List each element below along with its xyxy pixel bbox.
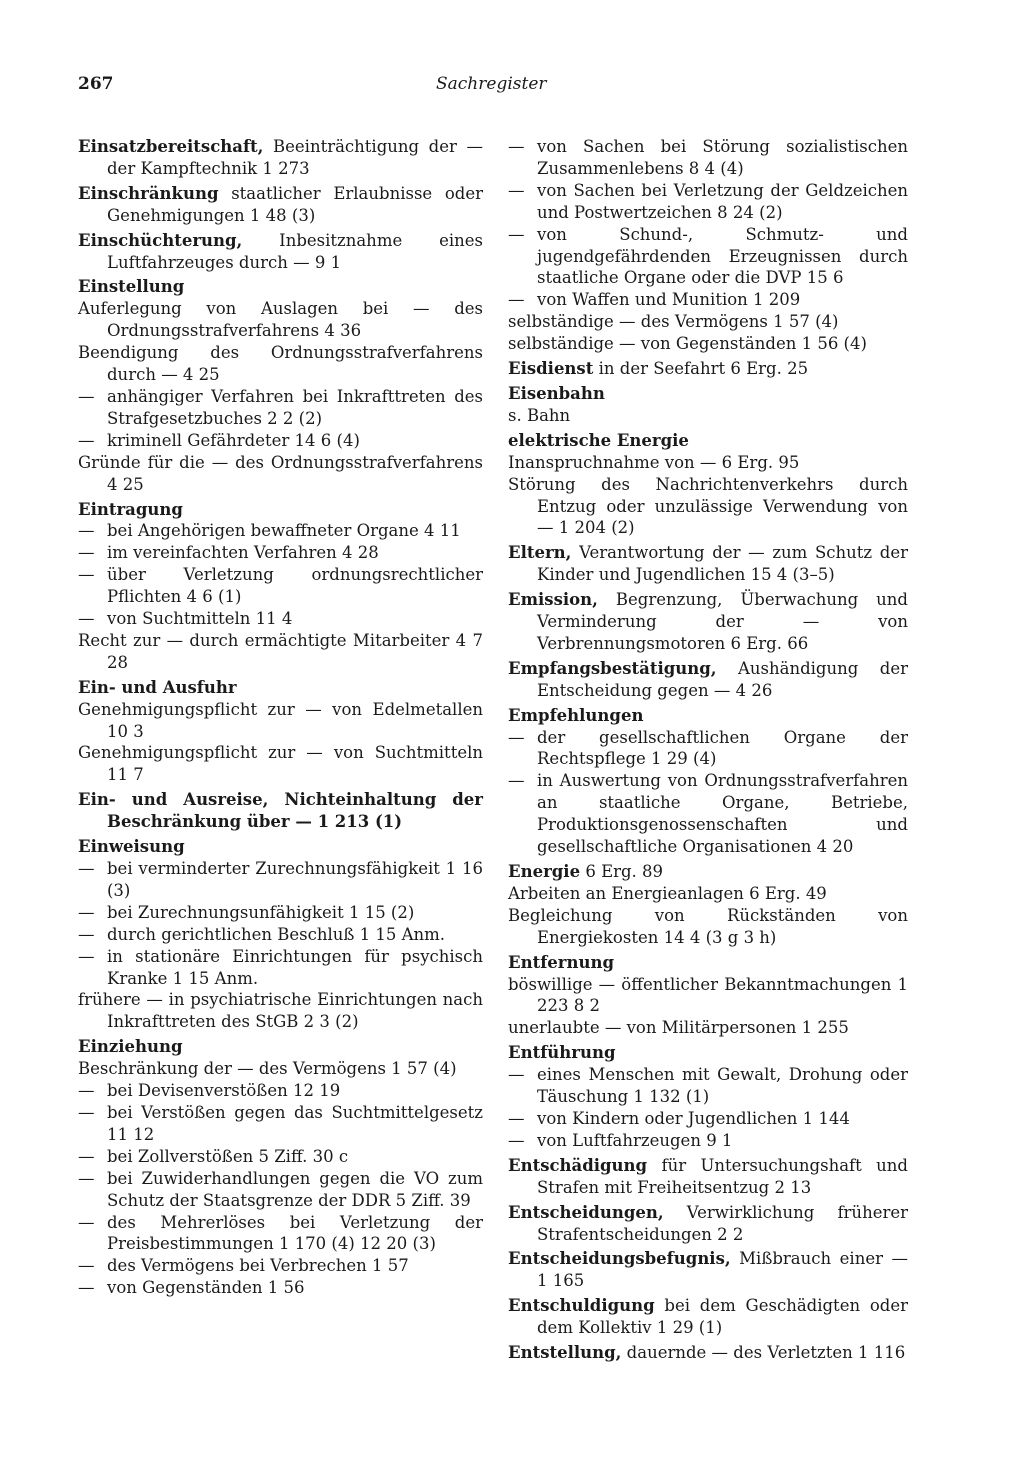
index-entry-head [508, 383, 908, 405]
entry-text: Beendigung des Ordnungsstrafverfahrens durch — 4 25 [78, 343, 483, 385]
entry-text: bei Verstößen gegen das Suchtmittelgesetz 11 12 [107, 1102, 483, 1144]
index-subentry [78, 386, 483, 430]
dash-marker: — [508, 771, 525, 791]
entry-text: Begleichung von Rückständen von Energiekosten 14 4 (3 g 3 h) [508, 905, 908, 947]
index-subentry [78, 699, 483, 743]
entry-text: bei Zollverstößen 5 Ziff. 30 c [107, 1146, 349, 1166]
index-subentry [78, 742, 483, 786]
dash-marker: — [78, 1102, 95, 1122]
index-subentry [78, 520, 483, 542]
dash-marker: — [508, 137, 525, 156]
index-subentry [508, 883, 908, 905]
index-subentry [78, 1277, 483, 1299]
entry-text: Störung des Nachrichtenverkehrs durch Entzug oder unzulässige Verwendung von — 1 204 (2) [508, 474, 908, 538]
index-subentry [78, 1058, 483, 1080]
index-subentry [508, 311, 908, 333]
index-subentry [78, 946, 483, 990]
entry-text: von Kindern oder Jugendlichen 1 144 [537, 1108, 850, 1128]
entry-text: Begrenzung, Überwachung und Verminderung der — von Verbrennungsmotoren 6 Erg. 66 [537, 590, 908, 653]
dash-marker: — [78, 609, 95, 629]
entry-text: anhängiger Verfahren bei Inkrafttreten des Strafgesetzbuches 2 2 (2) [107, 386, 483, 428]
entry-term: Entschädigung [508, 1155, 648, 1175]
page-number: 267 [78, 74, 114, 94]
index-entry-head [508, 952, 908, 974]
index-entry-head [78, 836, 483, 858]
dash-marker: — [508, 290, 525, 310]
entry-term: Empfehlungen [508, 705, 644, 725]
entry-text: von Sachen bei Störung sozialistischen Zusammenlebens 8 4 (4) [537, 137, 908, 178]
index-subentry [508, 1017, 908, 1039]
entry-term: Einstellung [78, 277, 185, 297]
entry-text: in der Seefahrt 6 Erg. 25 [593, 359, 809, 379]
index-subentry [78, 564, 483, 608]
dash-marker: — [78, 543, 95, 563]
dash-marker: — [508, 1108, 525, 1128]
index-subentry [508, 136, 908, 180]
entry-text: bei dem Geschädigten oder dem Kollektiv 1 29 (1) [537, 1296, 908, 1338]
index-entry-head [78, 499, 483, 521]
entry-term: Entfernung [508, 952, 615, 972]
entry-term: Entstellung, [508, 1343, 622, 1363]
dash-marker: — [508, 727, 525, 747]
dash-marker: — [78, 924, 95, 944]
entry-text: kriminell Gefährdeter 14 6 (4) [107, 430, 360, 450]
entry-text: Genehmigungspflicht zur — von Suchtmitteln 11 7 [78, 743, 483, 785]
entry-term: Empfangsbestätigung, [508, 658, 717, 678]
entry-text: von Sachen bei Verletzung der Geldzeichen und Postwertzeichen 8 24 (2) [537, 180, 908, 222]
index-entry-head [508, 1248, 908, 1292]
index-subentry [508, 452, 908, 474]
index-subentry [508, 289, 908, 311]
running-title: Sachregister [436, 74, 547, 94]
entry-text: Auferlegung von Auslagen bei — des Ordnungsstrafverfahrens 4 36 [78, 299, 483, 341]
index-subentry [508, 474, 908, 540]
entry-term: Energie [508, 862, 581, 881]
dash-marker: — [78, 1168, 95, 1188]
index-subentry [78, 1146, 483, 1168]
entry-text: s. Bahn [508, 405, 571, 425]
entry-term: Emission, [508, 590, 598, 610]
entry-text: des Mehrerlöses bei Verletzung der Preisbestimmungen 1 170 (4) 12 20 (3) [107, 1212, 483, 1254]
index-subentry [78, 1255, 483, 1277]
dash-marker: — [78, 1081, 95, 1101]
index-entry-head [508, 861, 908, 883]
index-subentry [78, 298, 483, 342]
entry-text: über Verletzung ordnungsrechtlicher Pflichten 4 6 (1) [107, 565, 483, 607]
entry-text: selbständige — von Gegenständen 1 56 (4) [508, 334, 867, 354]
index-entry-head [508, 658, 908, 702]
entry-term: Eisdienst [508, 359, 594, 379]
index-entry-head [508, 1202, 908, 1246]
entry-text: bei Devisenverstößen 12 19 [107, 1081, 341, 1101]
index-entry-head [508, 542, 908, 586]
index-subentry [508, 1064, 908, 1108]
entry-text: von Luftfahrzeugen 9 1 [537, 1130, 733, 1150]
index-entry-head [78, 183, 483, 227]
index-subentry [78, 924, 483, 946]
index-subentry [508, 333, 908, 355]
entry-text: dauernde — des Verletzten 1 116 [621, 1343, 906, 1363]
index-entry-head [508, 1342, 908, 1364]
index-subentry [78, 902, 483, 924]
entry-text: bei Angehörigen bewaffneter Organe 4 11 [107, 521, 461, 541]
page-header [78, 74, 898, 100]
index-entry-head [78, 789, 483, 833]
index-column-left [78, 136, 483, 1299]
entry-text: eines Menschen mit Gewalt, Drohung oder Täuschung 1 132 (1) [537, 1065, 908, 1107]
entry-text: für Untersuchungshaft und Strafen mit Freiheitsentzug 2 13 [537, 1155, 908, 1197]
entry-text: Inbesitznahme eines Luftfahrzeuges durch — 9 1 [107, 230, 483, 272]
dash-marker: — [508, 1130, 525, 1150]
index-subentry [508, 905, 908, 949]
index-entry-head [78, 1036, 483, 1058]
entry-text: Arbeiten an Energieanlagen 6 Erg. 49 [508, 883, 827, 903]
entry-text: selbständige — des Vermögens 1 57 (4) [508, 312, 839, 332]
dash-marker: — [78, 902, 95, 922]
entry-text: Recht zur — durch ermächtigte Mitarbeiter 4 7 28 [78, 630, 483, 672]
index-entry-head [78, 276, 483, 298]
index-subentry [508, 224, 908, 290]
index-entry-head [508, 1155, 908, 1199]
entry-text: Mißbrauch einer — 1 165 [537, 1249, 908, 1291]
entry-term: Einschränkung [78, 183, 219, 203]
index-entry-head [78, 136, 483, 180]
dash-marker: — [78, 565, 95, 585]
index-column-right [508, 136, 908, 1364]
dash-marker: — [78, 859, 95, 878]
entry-term: Eltern, [508, 543, 572, 563]
dash-marker: — [508, 180, 525, 200]
entry-term: Ein- und Ausreise, Nichteinhaltung der Beschränkung über — 1 213 (1) [78, 790, 483, 832]
index-subentry [508, 1108, 908, 1130]
entry-text: im vereinfachten Verfahren 4 28 [107, 543, 379, 563]
index-entry-head [508, 1042, 908, 1064]
index-subentry [508, 974, 908, 1018]
dash-marker: — [78, 521, 95, 541]
index-subentry [78, 1080, 483, 1102]
entry-text: Aushändigung der Entscheidung gegen — 4 26 [537, 658, 908, 700]
index-entry-head [78, 677, 483, 699]
index-entry-head [508, 1295, 908, 1339]
entry-text: staatlicher Erlaubnisse oder Genehmigungen 1 48 (3) [107, 183, 483, 225]
index-subentry [508, 405, 908, 427]
entry-term: Eisenbahn [508, 383, 605, 403]
dash-marker: — [78, 946, 95, 966]
entry-text: in stationäre Einrichtungen für psychisch Kranke 1 15 Anm. [107, 946, 483, 988]
index-subentry [78, 1168, 483, 1212]
index-subentry [508, 1130, 908, 1152]
index-subentry [78, 858, 483, 902]
dash-marker: — [78, 1278, 95, 1298]
entry-text: Beschränkung der — des Vermögens 1 57 (4) [78, 1059, 457, 1079]
dash-marker: — [508, 224, 525, 244]
index-entry-head [508, 358, 908, 380]
entry-term: Entschuldigung [508, 1296, 655, 1316]
dash-marker: — [508, 1065, 525, 1085]
dash-marker: — [78, 1212, 95, 1232]
entry-text: des Vermögens bei Verbrechen 1 57 [107, 1256, 409, 1276]
index-subentry [78, 630, 483, 674]
entry-term: Einweisung [78, 837, 185, 857]
entry-text: Gründe für die — des Ordnungsstrafverfahrens 4 25 [78, 452, 483, 494]
entry-text: bei Zurechnungsunfähigkeit 1 15 (2) [107, 902, 415, 922]
index-subentry [508, 180, 908, 224]
index-subentry [78, 1212, 483, 1256]
entry-term: Einziehung [78, 1037, 183, 1057]
index-subentry [78, 430, 483, 452]
index-subentry [78, 989, 483, 1033]
entry-text: Inanspruchnahme von — 6 Erg. 95 [508, 452, 800, 472]
entry-term: Entscheidungsbefugnis, [508, 1249, 731, 1269]
entry-text: Verwirklichung früherer Strafentscheidungen 2 2 [537, 1202, 908, 1244]
dash-marker: — [78, 1256, 95, 1276]
entry-text: von Gegenständen 1 56 [107, 1278, 305, 1298]
entry-text: 6 Erg. 89 [580, 862, 664, 881]
index-subentry [78, 1102, 483, 1146]
index-subentry [508, 770, 908, 858]
index-subentry [78, 342, 483, 386]
entry-text: Genehmigungspflicht zur — von Edelmetallen 10 3 [78, 699, 483, 741]
entry-term: Einschüchterung, [78, 230, 243, 250]
entry-term: Entscheidungen, [508, 1202, 664, 1222]
entry-term: Eintragung [78, 499, 183, 519]
entry-text: von Suchtmitteln 11 4 [107, 609, 293, 629]
entry-text: durch gerichtlichen Beschluß 1 15 Anm. [107, 924, 446, 944]
index-subentry [508, 727, 908, 771]
entry-term: Ein- und Ausfuhr [78, 677, 237, 697]
entry-term: elektrische Energie [508, 430, 689, 450]
entry-text: bei verminderter Zurechnungsfähigkeit 1 16 (3) [107, 859, 483, 900]
entry-text: der gesellschaftlichen Organe der Rechtspflege 1 29 (4) [537, 727, 908, 769]
entry-text: Verantwortung der — zum Schutz der Kinder und Jugendlichen 15 4 (3–5) [537, 543, 908, 585]
entry-text: von Schund-, Schmutz- und jugendgefährdenden Erzeugnissen durch staatliche Organe oder die DVP 15 6 [537, 224, 908, 288]
entry-text: bei Zuwiderhandlungen gegen die VO zum Schutz der Staatsgrenze der DDR 5 Ziff. 39 [107, 1168, 483, 1210]
dash-marker: — [78, 1146, 95, 1166]
entry-text: Beeinträchtigung der — der Kampftechnik 1 273 [107, 137, 483, 178]
index-subentry [78, 542, 483, 564]
entry-text: böswillige — öffentlicher Bekanntmachungen 1 223 8 2 [508, 974, 908, 1016]
dash-marker: — [78, 430, 95, 450]
index-entry-head [508, 430, 908, 452]
dash-marker: — [78, 386, 95, 406]
entry-text: von Waffen und Munition 1 209 [537, 290, 801, 310]
entry-text: unerlaubte — von Militärpersonen 1 255 [508, 1018, 849, 1038]
entry-term: Einsatzbereitschaft, [78, 137, 264, 156]
index-entry-head [508, 589, 908, 655]
index-subentry [78, 452, 483, 496]
entry-text: in Auswertung von Ordnungsstrafverfahren an staatliche Organe, Betriebe, Produktionsgenossenschaften und gesellschaftliche Organisationen 4 20 [537, 771, 908, 857]
entry-text: frühere — in psychiatrische Einrichtungen nach Inkrafttreten des StGB 2 3 (2) [78, 990, 483, 1032]
index-entry-head [78, 230, 483, 274]
entry-term: Entführung [508, 1043, 616, 1063]
index-subentry [78, 608, 483, 630]
index-entry-head [508, 705, 908, 727]
